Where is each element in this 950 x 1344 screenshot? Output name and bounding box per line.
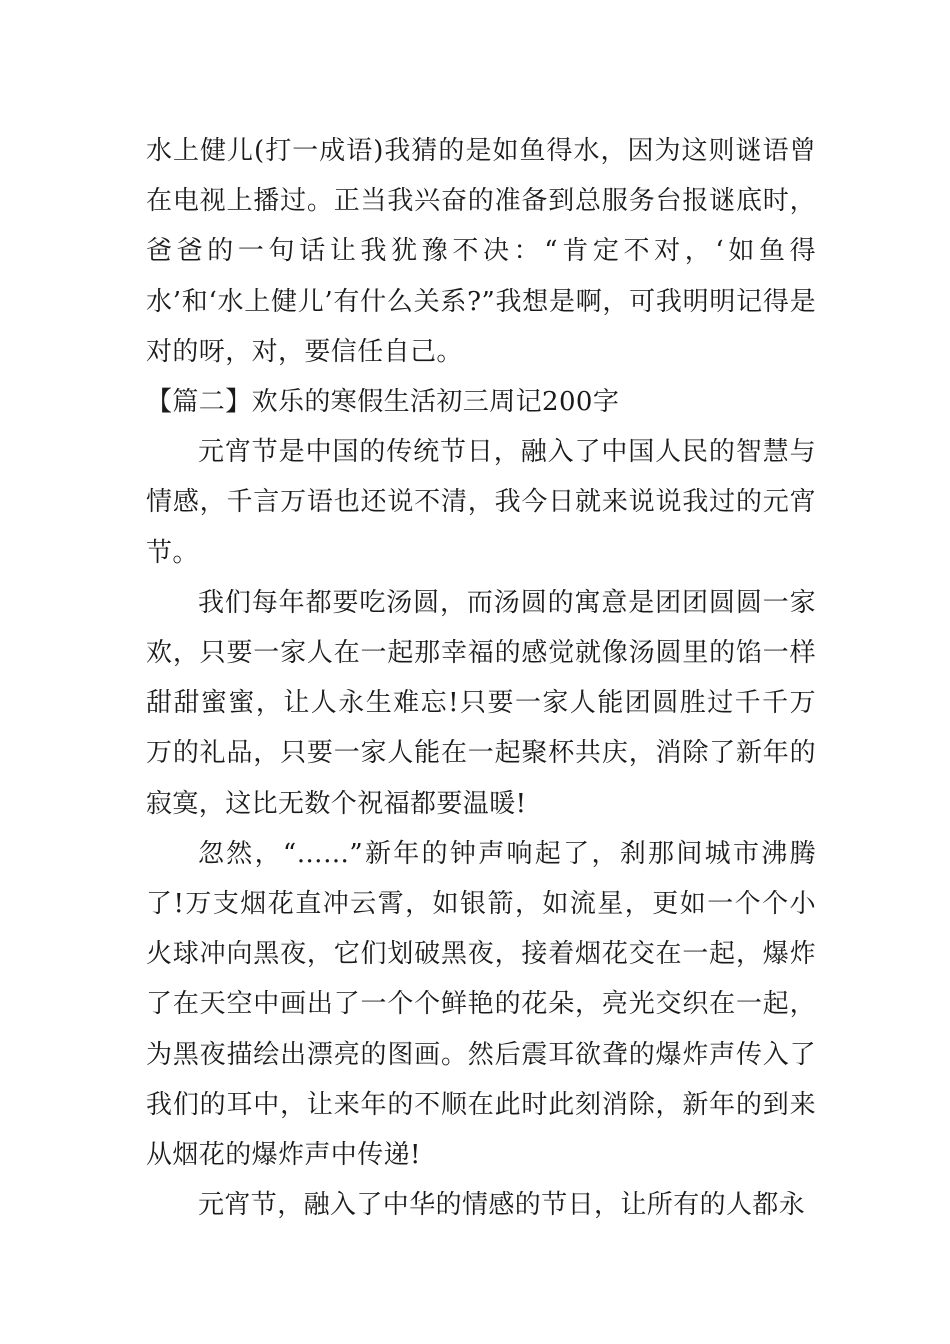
section-heading: 【篇二】欢乐的寒假生活初三周记200字 — [146, 387, 620, 418]
paragraph-closing: 元宵节，融入了中华的情感的节日，让所有的人都永 — [198, 1190, 806, 1221]
paragraph-fireworks: 忽然，“……”新年的钟声响起了，刹那间城市沸腾了!万支烟花直冲云霄，如银箭，如流星，更如一个个小火球冲向黑夜，它们划破黑夜，接着烟花交在一起，爆炸了在天空中画出了一个个鲜艳的花朵，亮光交织在一起，为黑夜描绘出漂亮的图画。然后震耳欲聋的爆炸声传入了我们的耳中，让来年的不顺在此时此刻消除，新年的到来从烟花的爆炸声中传递! — [146, 838, 816, 1171]
document-body — [146, 126, 816, 1230]
paragraph-tangyuan: 我们每年都要吃汤圆，而汤圆的寓意是团团圆圆一家欢，只要一家人在一起那幸福的感觉就像汤圆里的馅一样甜甜蜜蜜，让人永生难忘!只要一家人能团圆胜过千千万万的礼品，只要一家人能在一起聚杯共庆，消除了新年的寂寞，这比无数个祝福都要温暖! — [146, 587, 816, 819]
paragraph-riddle: 水上健儿(打一成语)我猜的是如鱼得水，因为这则谜语曾在电视上播过。正当我兴奋的准备到总服务台报谜底时，爸爸的一句话让我犹豫不决：“肯定不对，‘如鱼得水’和‘水上健儿’有什么关系?”我想是啊，可我明明记得是对的呀，对，要信任自己。 — [146, 136, 816, 367]
paragraph-lantern-intro: 元宵节是中国的传统节日，融入了中国人民的智慧与情感，千言万语也还说不清，我今日就来说说我过的元宵节。 — [146, 437, 816, 568]
